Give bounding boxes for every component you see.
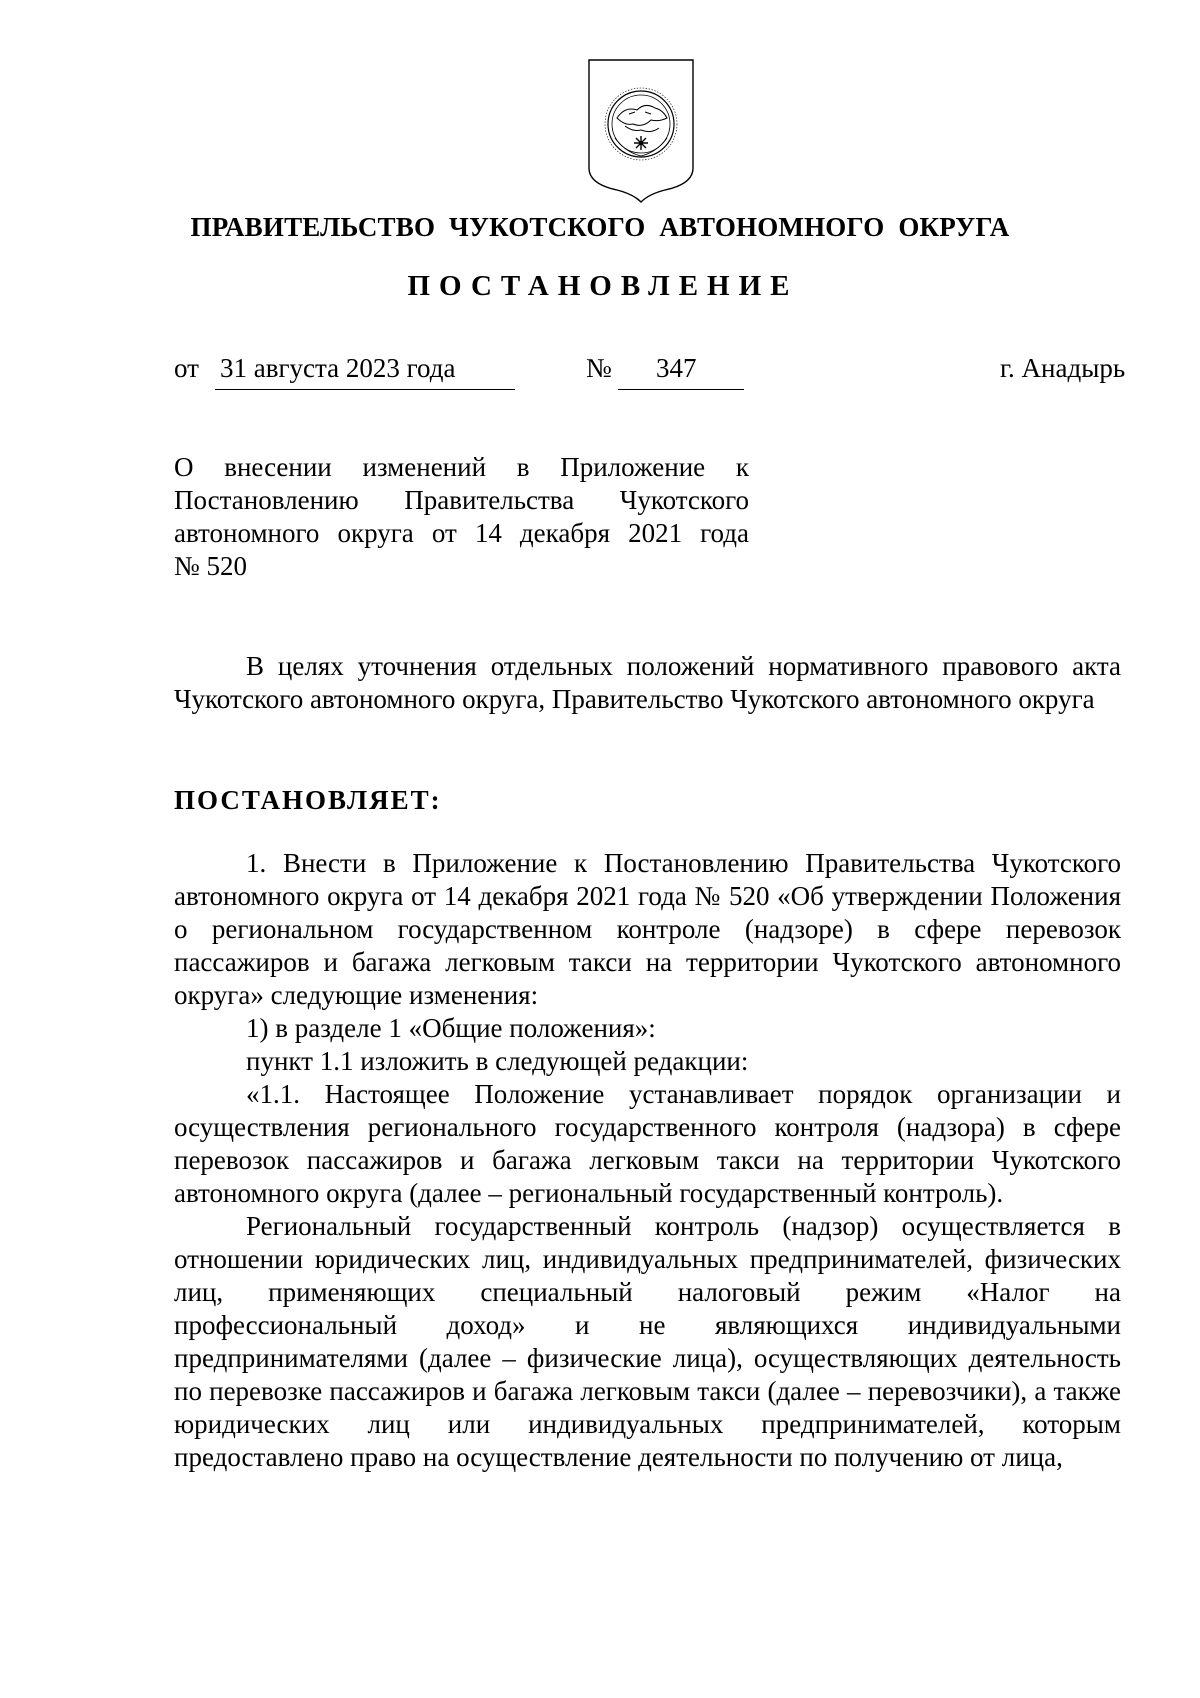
subject-line: Постановлению Правительства Чукотского bbox=[174, 485, 749, 515]
subject-line: № 520 bbox=[174, 551, 248, 581]
date-prefix: от bbox=[174, 353, 199, 383]
document-type: ПОСТАНОВЛЕНИЕ bbox=[407, 270, 799, 302]
body-paragraph: «1.1. Настоящее Положение устанавливает порядок организации и осуществления регионального государственного контроля (надзора) в сфере перевозок пассажиров и багажа легковым такси на территории Чукотского автономного округа (далее – региональный государственный контроль). bbox=[174, 1079, 1121, 1208]
coat-of-arms-emblem-icon bbox=[585, 56, 697, 206]
preamble-section bbox=[174, 650, 1121, 716]
number-underline bbox=[618, 389, 744, 390]
body-paragraph: 1) в разделе 1 «Общие положения»: bbox=[246, 1013, 656, 1043]
number-sign: № bbox=[586, 353, 612, 383]
preamble-paragraph: В целях уточнения отдельных положений нормативного правового акта Чукотского автономного округа, Правительство Чукотского автономного округа bbox=[174, 651, 1121, 714]
subject-line: автономного округа от 14 декабря 2021 года bbox=[174, 518, 749, 548]
body-paragraph: Региональный государственный контроль (надзор) осуществляется в отношении юридических лиц, индивидуальных предпринимателей, физических лиц, применяющих специальный налоговый режим «Налог на профессиональный доход» и не являющихся индивидуальными предпринимателями (далее – физические лица), осуществляющих деятельность по перевозке пассажиров и багажа легковым такси (далее – перевозчики), а также юридических лиц или индивидуальных предпринимателей, которым предоставлено право на осуществление деятельности по получению от лица, bbox=[174, 1211, 1121, 1472]
decree-word: ПОСТАНОВЛЯЕТ: bbox=[174, 785, 442, 815]
subject-line: О внесении изменений в Приложение к bbox=[174, 452, 749, 482]
body-paragraph: 1. Внести в Приложение к Постановлению Правительства Чукотского автономного округа от 14 декабря 2021 года № 520 «Об утверждении Положения о региональном государственном контроле (надзоре) в сфере перевозок пассажиров и багажа легковым такси на территории Чукотского автономного округа» следующие изменения: bbox=[174, 848, 1121, 1010]
document-date: 31 августа 2023 года bbox=[220, 353, 456, 383]
document-details bbox=[0, 353, 1200, 393]
body-paragraph: пункт 1.1 изложить в следующей редакции: bbox=[246, 1046, 749, 1076]
main-body bbox=[174, 847, 1121, 1474]
document-city: г. Анадырь bbox=[1000, 353, 1126, 383]
organization-title: ПРАВИТЕЛЬСТВО ЧУКОТСКОГО АВТОНОМНОГО ОКРУГА bbox=[190, 212, 1010, 242]
date-underline bbox=[215, 389, 515, 390]
document-subject bbox=[174, 451, 749, 583]
document-number: 347 bbox=[656, 353, 697, 383]
